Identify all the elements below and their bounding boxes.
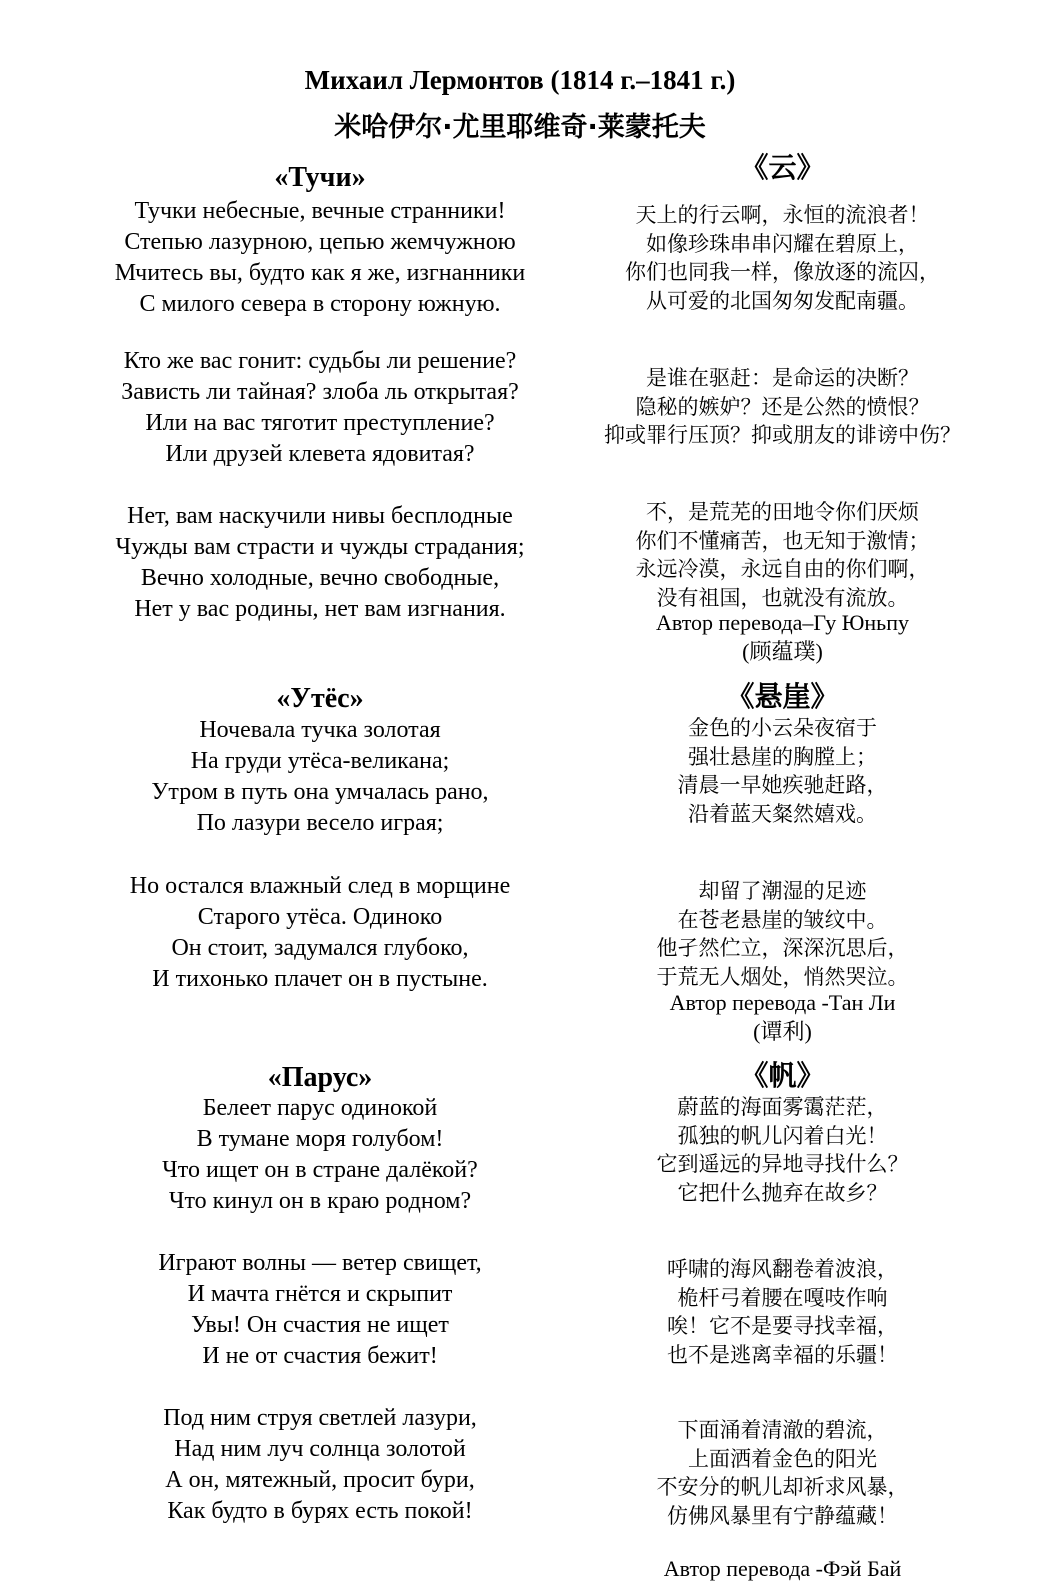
- verse-line: А он, мятежный, просит бури,: [165, 1467, 475, 1493]
- verse-line: Но остался влажный след в морщине: [129, 873, 511, 899]
- verse-line: 桅杆弓着腰在嘎吱作响: [677, 1285, 888, 1310]
- poem-title-chinese: 《云》: [740, 151, 825, 184]
- verse-line: Зависть ли тайная? злоба ль открытая?: [121, 379, 519, 405]
- verse-line: На груди утёса-великана;: [190, 748, 450, 774]
- verse-line: 他孑然伫立，深深沉思后，: [656, 936, 909, 960]
- verse-line: 你们也同我一样，像放逐的流囚，: [625, 260, 940, 284]
- verse-line: 它到遥远的异地寻找什么？: [656, 1152, 909, 1176]
- verse-line: Он стоит, задумался глубоко,: [171, 935, 469, 961]
- verse-line: 从可爱的北国匆匆发配南疆。: [646, 288, 919, 313]
- verse-line: Вечно холодные, вечно свободные,: [140, 565, 500, 591]
- author-title-chinese: 米哈伊尔·尤里耶维奇·莱蒙托夫: [334, 112, 706, 143]
- stanza-russian: [60, 196, 580, 320]
- stanza-chinese: [585, 201, 980, 315]
- verse-line: Нет, вам наскучили нивы бесплодные: [127, 503, 513, 529]
- verse-line: 蔚蓝的海面雾霭茫茫，: [677, 1095, 888, 1119]
- verse-line: Под ним струя светлей лазури,: [163, 1405, 477, 1431]
- verse-line: 呼啸的海风翻卷着波浪，: [667, 1257, 898, 1281]
- verse-line: 不，是荒芜的田地令你们厌烦: [646, 500, 919, 524]
- verse-line: Над ним луч солнца золотой: [174, 1436, 466, 1462]
- verse-line: 隐秘的嫉妒？还是公然的愤恨？: [635, 394, 930, 419]
- verse-line: Степью лазурною, цепью жемчужною: [124, 229, 516, 255]
- verse-line: 也不是逃离幸福的乐疆！: [667, 1342, 898, 1367]
- verse-line: В тумане моря голубом!: [196, 1126, 444, 1152]
- verse-line: По лазури весело играя;: [196, 810, 444, 836]
- poem-title-russian: «Тучи»: [274, 162, 366, 193]
- translator-credit: [585, 608, 980, 666]
- verse-line: 金色的小云朵夜宿于: [688, 716, 877, 740]
- stanza-russian: [60, 871, 580, 995]
- verse-line: И не от счастия бежит!: [202, 1343, 438, 1369]
- verse-line: 在苍老悬崖的皱纹中。: [677, 907, 888, 932]
- verse-line: 没有祖国，也就没有流放。: [656, 585, 909, 610]
- verse-line: Чужды вам страсти и чужды страдания;: [115, 534, 525, 560]
- verse-line: 上面洒着金色的阳光: [688, 1446, 877, 1471]
- verse-line: 如像珍珠串串闪耀在碧原上，: [646, 231, 919, 256]
- verse-line: Увы! Он счастия не ищет: [191, 1312, 449, 1338]
- stanza-chinese: [585, 1255, 980, 1369]
- author-title-russian: Михаил Лермонтов (1814 г.–1841 г.): [304, 65, 736, 95]
- verse-line: 天上的行云啊，永恒的流浪者！: [635, 203, 930, 227]
- verse-line: 于荒无人烟处，悄然哭泣。: [656, 964, 909, 989]
- verse-line: Играют волны — ветер свищет,: [158, 1250, 482, 1276]
- translator-credit: [585, 988, 980, 1046]
- translator-credit: [585, 1554, 980, 1583]
- verse-line: 它把什么抛弃在故乡？: [677, 1180, 888, 1205]
- verse-line: 孤独的帆儿闪着白光！: [677, 1123, 888, 1148]
- credit-line: (谭利): [753, 1019, 812, 1044]
- verse-line: 唉！它不是要寻找幸福，: [667, 1314, 898, 1338]
- stanza-russian: [60, 1248, 580, 1372]
- verse-line: Что ищет он в стране далёкой?: [162, 1157, 478, 1183]
- verse-line: 你们不懂痛苦，也无知于激情；: [635, 528, 930, 553]
- credit-line: Автор перевода -Тан Ли: [669, 990, 896, 1015]
- verse-line: 沿着蓝天粲然嬉戏。: [688, 801, 877, 826]
- verse-line: Что кинул он в краю родном?: [168, 1188, 472, 1214]
- verse-line: С милого севера в сторону южную.: [139, 291, 501, 317]
- verse-line: 仿佛风暴里有宁静蕴藏！: [667, 1503, 898, 1528]
- verse-line: Белеет парус одинокой: [202, 1095, 438, 1121]
- stanza-chinese: [585, 877, 980, 991]
- poem-title-chinese: 《帆》: [740, 1059, 825, 1092]
- poem-title-chinese: 《悬崖》: [726, 680, 839, 713]
- stanza-russian: [60, 501, 580, 625]
- stanza-chinese: [585, 1416, 980, 1530]
- credit-line: Автор перевода -Фэй Бай: [663, 1556, 902, 1581]
- poem-clouds-russian: [60, 160, 580, 320]
- stanza-russian: [60, 1093, 580, 1217]
- credit-line: (顾蕴璞): [742, 639, 823, 664]
- verse-line: Или друзей клевета ядовитая?: [165, 441, 475, 467]
- stanza-chinese: [585, 498, 980, 612]
- verse-line: 下面涌着清澈的碧流，: [677, 1418, 888, 1442]
- verse-line: 永远冷漠，永远自由的你们啊，: [635, 557, 930, 581]
- verse-line: Или на вас тяготит преступление?: [145, 410, 495, 436]
- verse-line: Ночевала тучка золотая: [199, 717, 441, 743]
- stanza-chinese: [585, 1093, 980, 1207]
- poem-title-russian: «Утёс»: [276, 683, 364, 714]
- verse-line: 是谁在驱赶：是命运的决断？: [646, 366, 919, 390]
- verse-line: Старого утёса. Одиноко: [197, 904, 443, 930]
- stanza-chinese: [585, 714, 980, 828]
- verse-line: Кто же вас гонит: судьбы ли решение?: [123, 348, 517, 374]
- verse-line: 却留了潮湿的足迹: [698, 879, 867, 903]
- stanza-chinese: [585, 364, 980, 450]
- verse-line: И мачта гнётся и скрыпит: [187, 1281, 453, 1307]
- verse-line: 清晨一早她疾驰赶路，: [677, 773, 888, 797]
- verse-line: Нет у вас родины, нет вам изгнания.: [134, 596, 506, 622]
- poem-title-russian: «Парус»: [267, 1062, 373, 1093]
- verse-line: Тучки небесные, вечные странники!: [134, 198, 506, 224]
- stanza-russian: [60, 346, 580, 470]
- verse-line: Мчитесь вы, будто как я же, изгнанники: [114, 260, 526, 286]
- verse-line: 强壮悬崖的胸膛上；: [688, 744, 877, 769]
- verse-line: И тихонько плачет он в пустыне.: [152, 966, 488, 992]
- verse-line: 不安分的帆儿却祈求风暴，: [656, 1475, 909, 1499]
- verse-line: 抑或罪行压顶？抑或朋友的诽谤中伤？: [604, 423, 961, 447]
- stanza-russian: [60, 1403, 580, 1527]
- poem-clouds-chinese: [585, 148, 980, 188]
- verse-line: Утром в путь она умчалась рано,: [151, 779, 489, 805]
- verse-line: Как будто в бурях есть покой!: [167, 1498, 473, 1524]
- credit-line: Автор перевода–Гу Юньпу: [656, 610, 909, 635]
- stanza-russian: [60, 715, 580, 839]
